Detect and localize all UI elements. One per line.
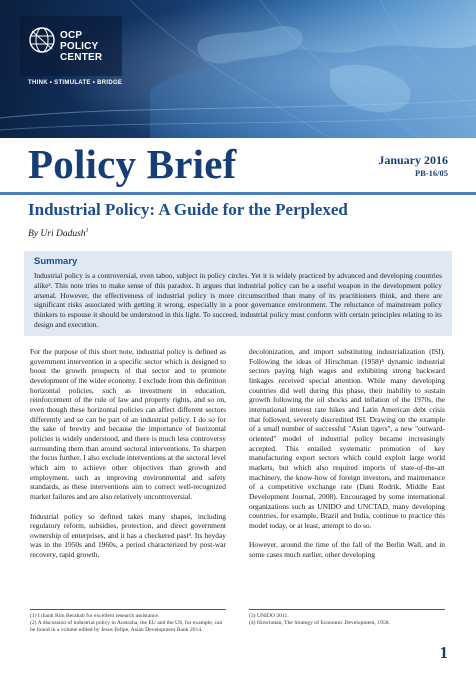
page-number: 1: [439, 643, 448, 662]
logo-text-center: CENTER: [60, 52, 103, 63]
body-paragraph: decolonization, and import substituting industrialization (ISI). Following the ideas of Hirschman (1958)⁴ dynamic industrial sectors paying high wages and exhibiting strong backward linkages received special attention. While many developing countries did well during this phase, their inability to sustain growth following the oil shocks and inflation of the 1970s, the international interest rate hikes and Latin American debt crisis that followed, severely discredited ISI. Drawing on the example of a small number of successful "Asian tigers", a new "outward-oriented" model of industrial policy became increasingly accepted. This entailed systematic promotion of key manufacturing export sectors which could exploit large world markets, but which also required imports of state-of-the-art machinery, the know-how of foreign investors, and maintenance of a competitive exchange rate (Dani Rodrik, Middle East Development Journal, 2008). Encouraged by some international organizations such as UNIDO and UNCTAD, many developing countries, for example, Brazil and India, continue to practice this model today, or at least, attempt to do so.: [249, 347, 445, 530]
issue-date: January 2016: [378, 153, 448, 167]
issue-number: PB-16/05: [414, 168, 448, 178]
footnote: (3) UNIDO 2011.: [249, 613, 289, 619]
body-paragraph: Industrial policy so defined takes many shapes, including regulatory reform, subsidies, protection, and direct government ownership of enterprises, and it has a checkered past³. Its heyday was in the 1950s and 1960s, a period characterized by post-war recovery, rapid growth,: [30, 511, 226, 560]
summary-heading: Summary: [34, 256, 78, 267]
footnote: (4) Hirschman, The Strategy of Economic Development, 1958.: [249, 620, 390, 626]
body-column-left: [30, 347, 226, 570]
author-name: By Uri Dadush: [28, 229, 86, 240]
byline-footnote-marker: 1: [85, 228, 89, 234]
footnotes-left: [30, 609, 226, 634]
logo-text-policy: POLICY: [60, 41, 99, 52]
ocp-globe-icon: [28, 26, 56, 54]
footnotes-right: [249, 609, 445, 627]
summary-box: [24, 251, 452, 336]
logo-tagline: THINK • STIMULATE • BRIDGE: [28, 80, 123, 86]
author-byline: [28, 228, 89, 239]
logo-text-ocp: OCP: [60, 30, 83, 41]
ocp-logo: [20, 16, 122, 76]
body-column-right: [249, 347, 445, 570]
footnote: (1) I thank Rim Berahab for excellent research assistance.: [30, 613, 160, 619]
title-bar: [0, 138, 476, 195]
page-title: Policy Brief: [28, 141, 237, 187]
header-banner: [0, 0, 476, 138]
body-paragraph: For the purpose of this short note, industrial policy is defined as government intervention in a specific sector which is designed to boost the growth prospects of that sector and to promote development of the wider economy. I exclude from this definition horizontal policies, such as investment in education, reinforcement of the rule of law and property rights, and so on, even though these horizontal policies can affect different sectors differently and so can be part of an industrial policy. I do so for the sake of brevity and because the importance of horizontal policies is widely understood, and there is much less controversy surrounding them than around sectoral interventions. To sharpen the focus further, I also exclude interventions at the sectoral level which aim to achieve other objectives than growth and employment, such as improving environmental and safety standards, as these interventions aim to correct well-recognized market failures and are also relatively uncontroversial.: [30, 347, 226, 501]
summary-text: Industrial policy is a controversial, even taboo, subject in policy circles. Yet it is widely practiced by advanced and developing countries alike². This note tries to make sense of this paradox. It argues that industrial policy can be a useful weapon in the development policy arsenal. However, the effectiveness of industrial policy is more circumscribed than many of its practitioners think, and there are significant risks associated with getting it wrong, especially in a poor governance environment. The reluctance of mainstream policy thinkers to espouse it should be understood in this light. To succeed, industrial policy must conform with certain principles relating to its design and execution.: [34, 271, 442, 329]
article-title: Industrial Policy: A Guide for the Perplexed: [28, 200, 348, 219]
footnote: (2) A discussion of industrial policy in Australia, the EU and the US, for example, can be found in a volume edited by Jesus Felipe, Asian Development Bank 2014.: [30, 620, 223, 633]
body-paragraph: However, around the time of the fall of the Berlin Wall, and in some cases much earlier, other developing: [249, 540, 445, 560]
